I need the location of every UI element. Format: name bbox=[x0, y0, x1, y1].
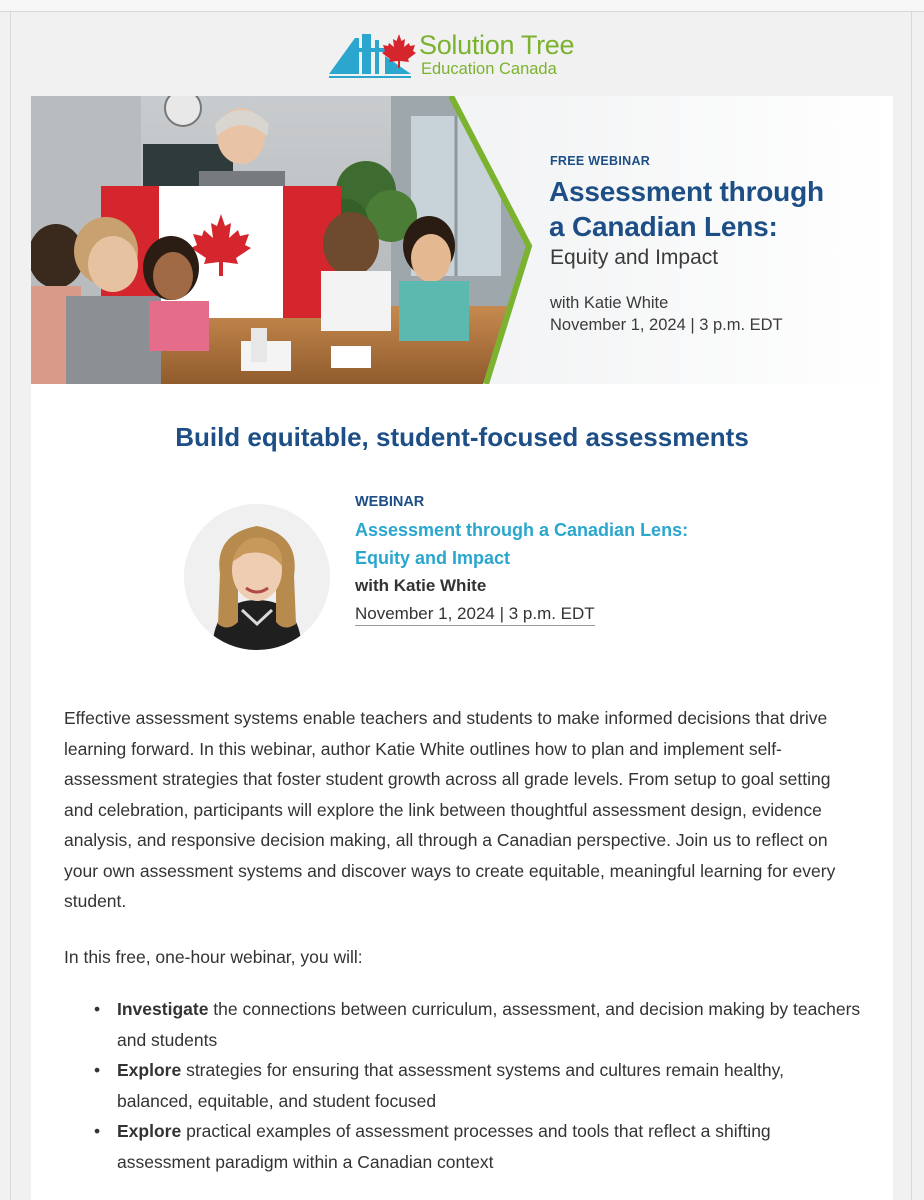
speaker-section-label: WEBINAR bbox=[355, 494, 425, 510]
list-item bbox=[64, 994, 864, 1055]
bullet-lead: Investigate bbox=[117, 999, 209, 1019]
learning-outcomes-list bbox=[64, 994, 864, 1177]
list-item bbox=[64, 1116, 864, 1177]
webinar-banner[interactable] bbox=[31, 96, 893, 384]
email-card bbox=[31, 96, 893, 1200]
bullet-lead: Explore bbox=[117, 1060, 182, 1080]
brand-name: Solution Tree bbox=[419, 30, 575, 60]
webinar-description: Effective assessment systems enable teachers and students to make informed decisions that drive learning forward. In this webinar, author Katie White outlines how to plan and implement self-assessment strategies that foster student growth across all grade levels. From setup to goal setting and celebration, participants will explore the link between thoughtful assessment design, evidence analysis, and responsive decision making, all through a Canadian perspective. Join us to reflect on your own assessment systems and discover ways to create equitable, meaningful learning for every student. bbox=[64, 708, 836, 911]
tree-maple-leaf-logo-icon bbox=[329, 30, 417, 78]
list-item bbox=[64, 1055, 864, 1116]
bullet-text: the connections between curriculum, assessment, and decision making by teachers and students bbox=[117, 999, 861, 1050]
webinar-title-link-line2[interactable]: Equity and Impact bbox=[355, 548, 511, 568]
webinar-date-link[interactable]: November 1, 2024 | 3 p.m. EDT bbox=[355, 604, 595, 626]
window-top-strip bbox=[0, 0, 924, 12]
banner-kicker: FREE WEBINAR bbox=[550, 154, 651, 168]
speaker-portrait bbox=[184, 504, 330, 650]
speaker-avatar bbox=[184, 504, 330, 650]
webinar-title-link-line1[interactable]: Assessment through a Canadian Lens: bbox=[355, 520, 689, 540]
banner-subtitle: Equity and Impact bbox=[550, 246, 719, 269]
bullet-text: practical examples of assessment processes and tools that reflect a shifting assessment paradigm within a Canadian context bbox=[117, 1121, 771, 1172]
banner-title-line1: Assessment through bbox=[549, 176, 824, 207]
banner-presenter: with Katie White bbox=[550, 294, 669, 312]
speaker-presenter: with Katie White bbox=[355, 576, 487, 595]
brand-subtitle: Education Canada bbox=[421, 60, 557, 78]
banner-date: November 1, 2024 | 3 p.m. EDT bbox=[550, 316, 783, 334]
banner-title-line2: a Canadian Lens: bbox=[549, 211, 778, 242]
bullet-lead: Explore bbox=[117, 1121, 182, 1141]
bullet-text: strategies for ensuring that assessment systems and cultures remain healthy, balanced, equitable, and student focused bbox=[117, 1060, 784, 1111]
page-headline: Build equitable, student-focused assessments bbox=[175, 422, 749, 452]
bullets-intro: In this free, one-hour webinar, you will: bbox=[64, 947, 363, 967]
solution-tree-logo[interactable] bbox=[329, 30, 599, 78]
